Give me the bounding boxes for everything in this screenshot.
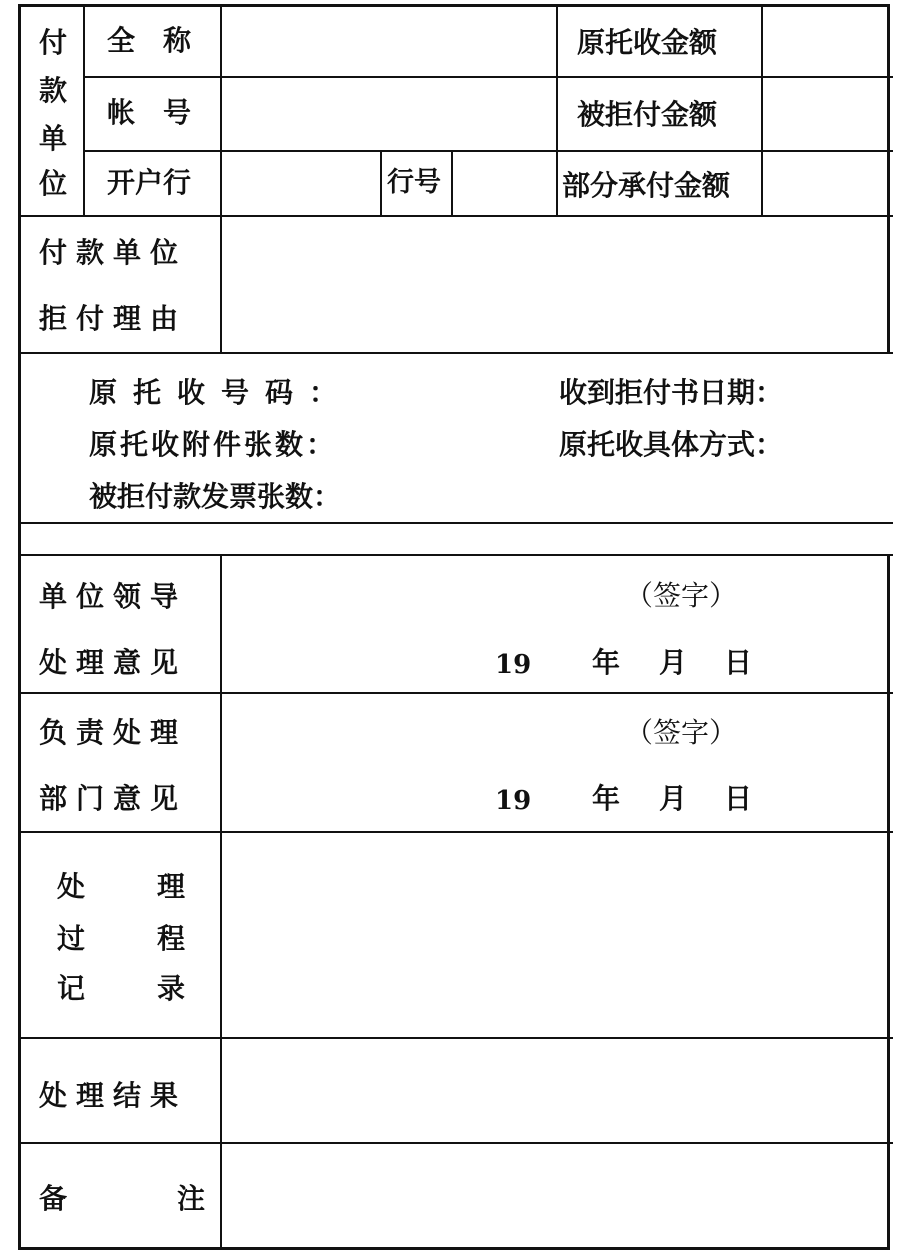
invoices-label: 被拒付款发票张数： [89, 480, 342, 513]
dept-year-label: 年 [592, 782, 621, 815]
divider [761, 7, 763, 215]
divider [21, 692, 893, 694]
account-label: 帐 号 [107, 96, 192, 129]
process-label-2a: 过 [57, 922, 86, 955]
refusal-reason-line2: 拒付理由 [39, 302, 188, 335]
divider [21, 554, 893, 556]
original-amount-label: 原托收金额 [577, 26, 718, 59]
method-label: 原托收具体方式： [559, 428, 784, 461]
result-label: 处理结果 [39, 1079, 188, 1112]
leader-day-label: 日 [724, 646, 753, 679]
dept-month-label: 月 [659, 782, 688, 815]
divider [21, 215, 893, 217]
divider [21, 1142, 893, 1144]
divider [380, 150, 382, 215]
divider [451, 150, 453, 215]
process-label-3b: 录 [157, 972, 186, 1005]
payer-side-label-2: 款 [39, 74, 68, 107]
process-label-1b: 理 [157, 870, 186, 903]
bank-label: 开户行 [107, 166, 192, 199]
blank-band [21, 524, 893, 554]
bank-number-label: 行号 [387, 167, 441, 198]
divider [83, 7, 85, 215]
partial-amount-label: 部分承付金额 [562, 169, 731, 202]
payer-side-label-3: 单 [39, 122, 68, 155]
divider [83, 76, 893, 78]
leader-label-line2: 处理意见 [39, 646, 188, 679]
full-name-label: 全 称 [107, 24, 192, 57]
divider [556, 7, 558, 215]
refused-amount-label: 被拒付金额 [577, 98, 718, 131]
process-label-2b: 程 [157, 922, 186, 955]
received-date-label: 收到拒付书日期： [559, 376, 784, 409]
remarks-label-b: 注 [177, 1182, 206, 1215]
divider [83, 150, 893, 152]
divider [220, 7, 222, 1247]
refusal-reason-line1: 付款单位 [39, 236, 188, 269]
dept-year-prefix: 19 [495, 786, 532, 816]
dept-day-label: 日 [724, 782, 753, 815]
dept-signature-label: （签字） [625, 716, 738, 749]
attachments-label: 原托收附件张数： [89, 428, 338, 461]
leader-year-prefix: 19 [495, 650, 532, 680]
leader-month-label: 月 [659, 646, 688, 679]
dept-label-line2: 部门意见 [39, 782, 188, 815]
process-label-3a: 记 [57, 972, 86, 1005]
divider [21, 831, 893, 833]
leader-label-line1: 单位领导 [39, 580, 188, 613]
refusal-handling-form [18, 4, 890, 1250]
dept-label-line1: 负责处理 [39, 716, 188, 749]
leader-signature-label: （签字） [625, 579, 738, 612]
payer-side-label-4: 位 [39, 167, 68, 200]
process-label-1a: 处 [57, 870, 86, 903]
divider [21, 1037, 893, 1039]
remarks-label-a: 备 [39, 1182, 68, 1215]
leader-year-label: 年 [592, 646, 621, 679]
payer-side-label-1: 付 [39, 26, 68, 59]
original-number-label: 原托收号码： [89, 376, 354, 409]
